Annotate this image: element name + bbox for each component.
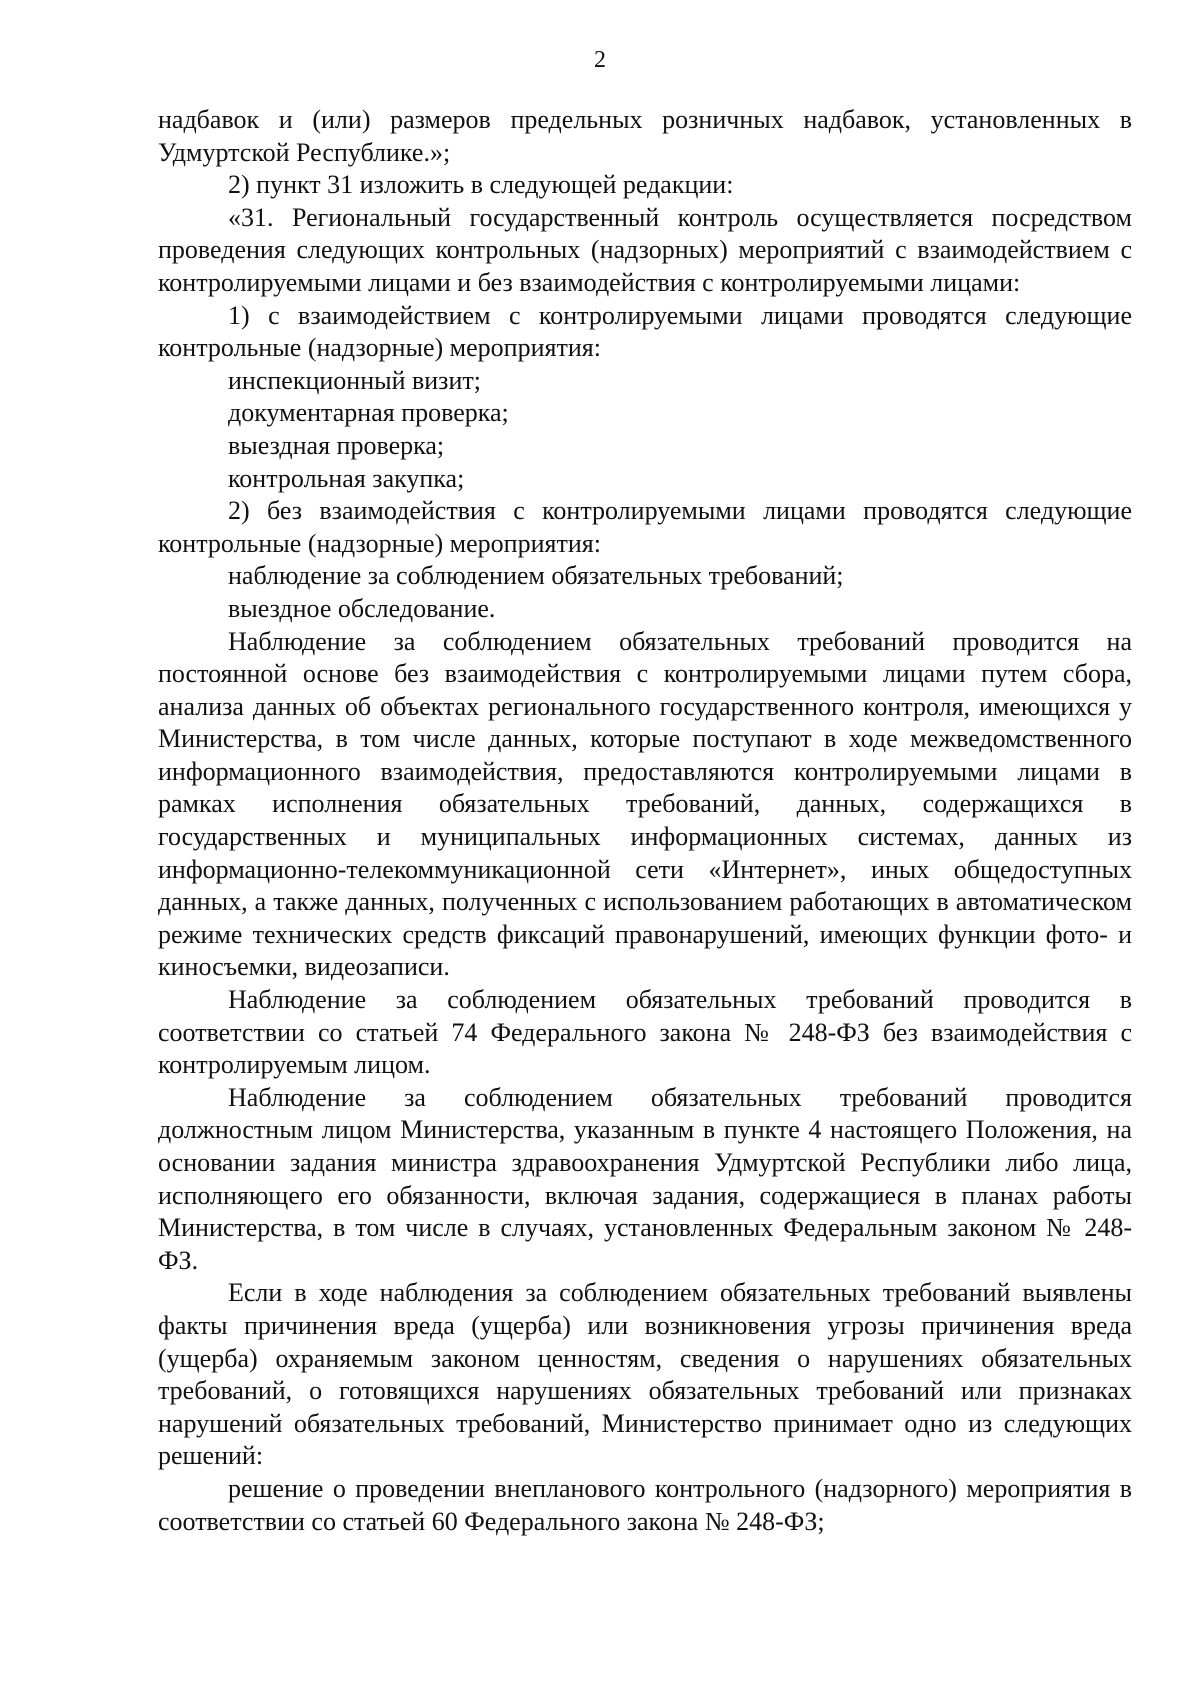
paragraph-subitem-2: 2) без взаимодействия с контролируемыми лицами проводятся следующие контрольные (надзорные) мероприятия: bbox=[158, 496, 1132, 558]
page-number: 2 bbox=[594, 47, 606, 73]
paragraph-monitoring-article-74: Наблюдение за соблюдением обязательных требований проводится в соответствии со статьей 74 Федерального закона № 248-ФЗ без взаимодействия с контролируемым лицом. bbox=[158, 985, 1132, 1080]
paragraph-subitem-1: 1) с взаимодействием с контролируемыми лицами проводятся следующие контрольные (надзорные) мероприятия: bbox=[158, 300, 1132, 363]
list-item-documentary-check: документарная проверка; bbox=[228, 398, 509, 428]
list-item-control-purchase: контрольная закупка; bbox=[228, 463, 465, 493]
paragraph-monitoring-basis: Наблюдение за соблюдением обязательных требований проводится на постоянной основе без взаимодействия с контролируемыми лицами путем сбора, анализа данных об объектах регионального государственного контроля, имеющихся у Министерства, в том числе данных, которые поступают в ходе межведомственного информационного взаимодействия, предоставляются контролируемыми лицами в рамках исполнения обязательных требований, данных, содержащихся в государственных и муниципальных информационных системах, данных из информационно-телекоммуникационной сети «Интернет», иных общедоступных данных, а также данных, полученных с использованием работающих в автоматическом режиме технических средств фиксаций правонарушений, имеющих функции фото- и киносъемки, видеозаписи. bbox=[158, 626, 1132, 982]
paragraph-point-31: «31. Региональный государственный контроль осуществляется посредством проведения следующих контрольных (надзорных) мероприятий с взаимодействием с контролируемыми лицами и без взаимодействия с контролируемыми лицами: bbox=[158, 202, 1132, 297]
list-item-field-survey: выездное обследование. bbox=[228, 593, 496, 623]
list-item-field-check: выездная проверка; bbox=[228, 430, 445, 460]
paragraph-item-2: 2) пункт 31 изложить в следующей редакции: bbox=[228, 170, 734, 200]
list-item-monitoring: наблюдение за соблюдением обязательных требований; bbox=[228, 561, 844, 591]
document-body bbox=[158, 104, 1132, 1538]
paragraph-violations-found: Если в ходе наблюдения за соблюдением обязательных требований выявлены факты причинения вреда (ущерба) или возникновения угрозы причинения вреда (ущерба) охраняемым законом ценностям, сведения о нарушениях обязательных требований, о готовящихся нарушениях обязательных требований или признаках нарушений обязательных требований, Министерство принимает одно из следующих решений: bbox=[158, 1278, 1132, 1471]
list-item-inspection-visit: инспекционный визит; bbox=[228, 365, 481, 395]
paragraph-decision-unscheduled: решение о проведении внепланового контрольного (надзорного) мероприятия в соответствии со статьей 60 Федерального закона № 248-ФЗ; bbox=[158, 1473, 1132, 1536]
paragraph-continuation: надбавок и (или) размеров предельных розничных надбавок, установленных в Удмуртской Республике.»; bbox=[158, 105, 1132, 167]
paragraph-monitoring-official: Наблюдение за соблюдением обязательных требований проводится должностным лицом Министерства, указанным в пункте 4 настоящего Положения, на основании задания министра здравоохранения Удмуртской Республики либо лица, исполняющего его обязанности, включая задания, содержащиеся в планах работы Министерства, в том числе в случаях, установленных Федеральным законом № 248-ФЗ. bbox=[158, 1082, 1132, 1275]
